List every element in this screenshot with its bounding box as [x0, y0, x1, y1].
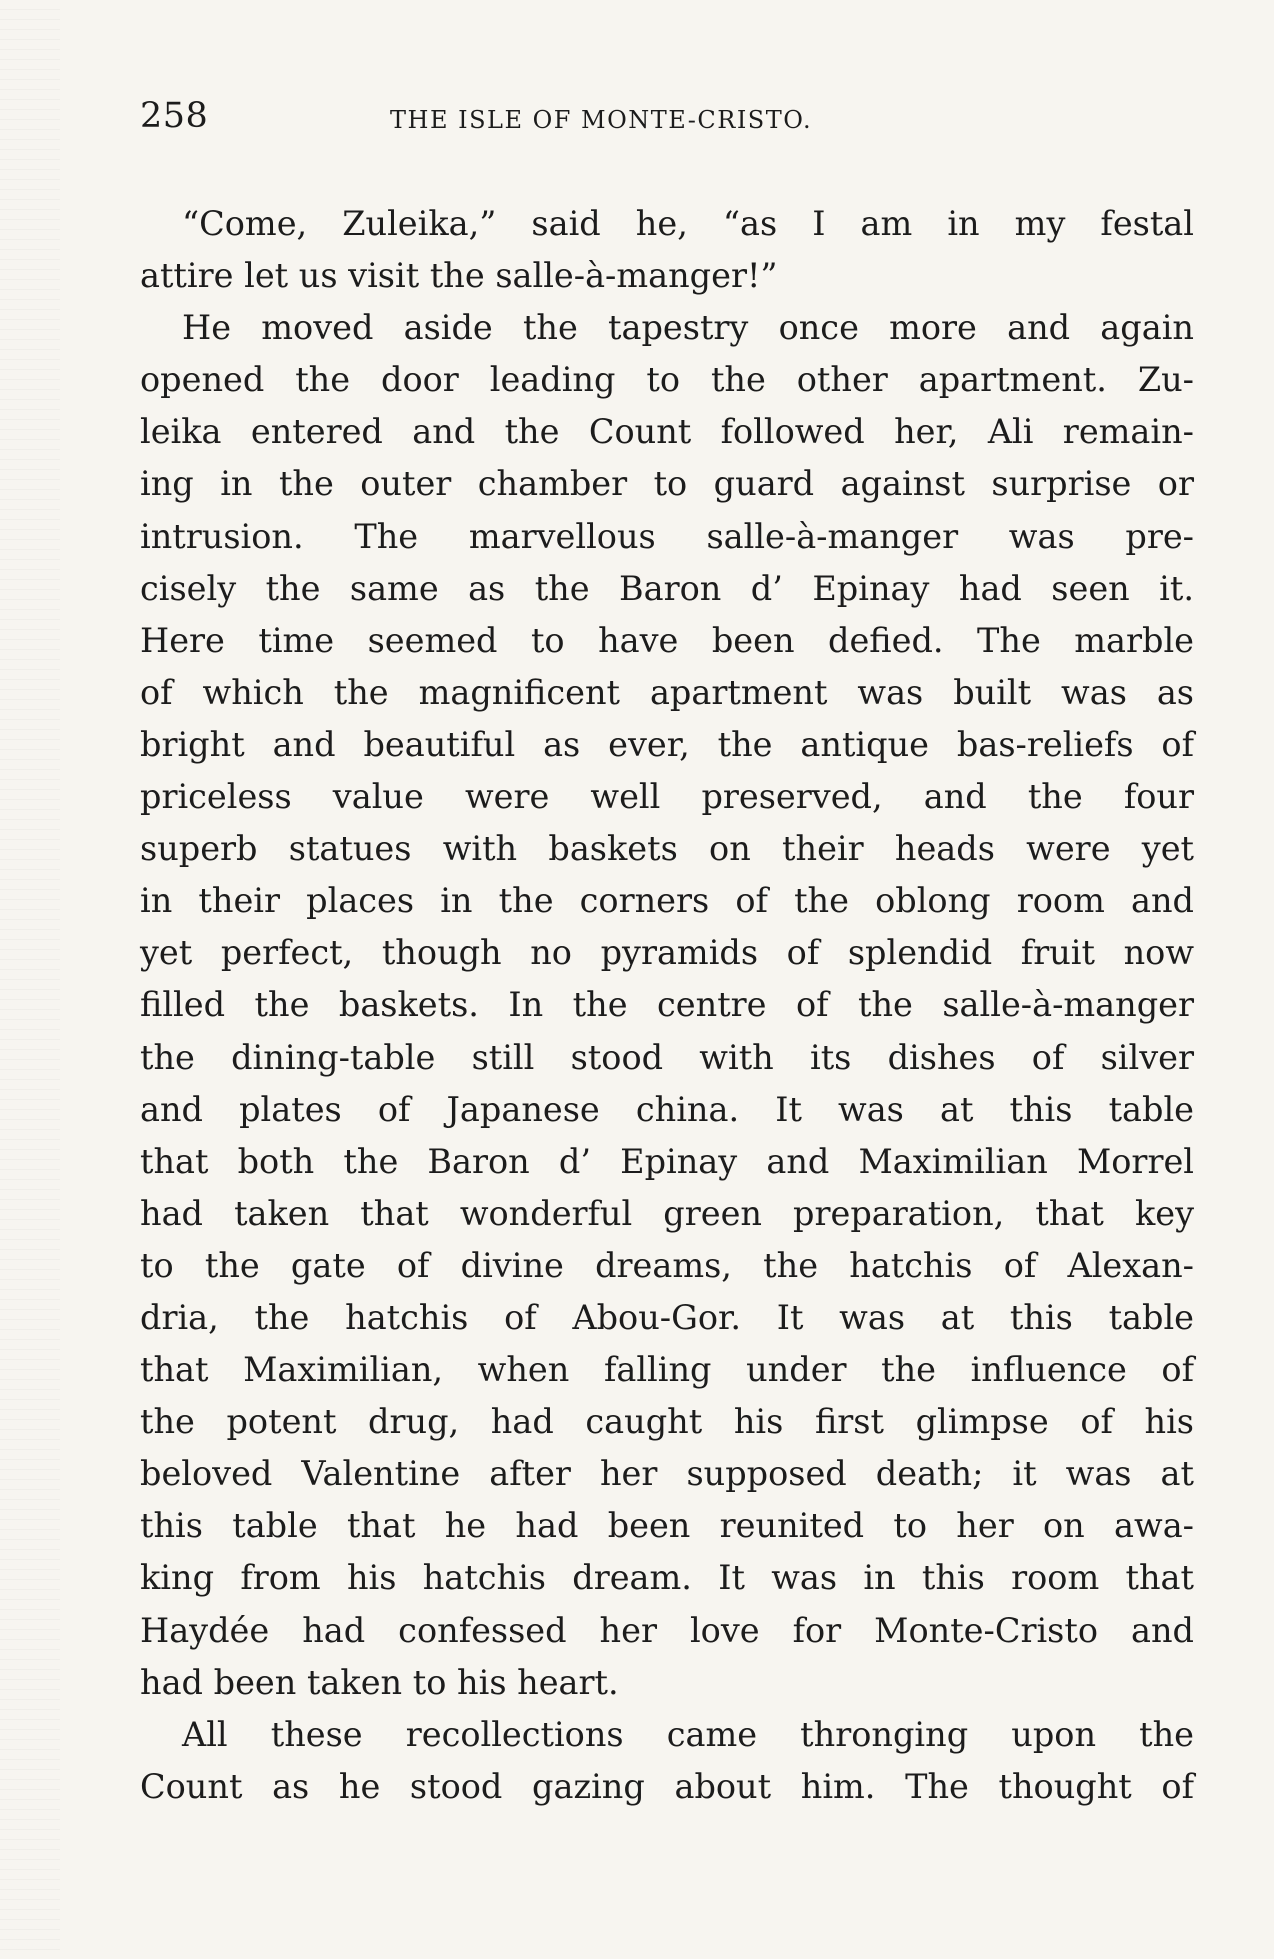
text-line: and plates of Japanese china. It was at this table [140, 1089, 1194, 1129]
text-line: Count as he stood gazing about him. The thought of [140, 1766, 1194, 1806]
text-line: superb statues with baskets on their heads were yet [140, 829, 1194, 869]
text-line: leika entered and the Count followed her, Ali remain- [140, 412, 1194, 452]
text-line: had taken that wonderful green preparation, that key [140, 1193, 1194, 1233]
text-line: He moved aside the tapestry once more and again [182, 308, 1194, 348]
body-text [140, 198, 1194, 1813]
page-margin-texture [0, 0, 60, 1959]
text-line: had been taken to his heart. [140, 1662, 619, 1702]
text-line: this table that he had been reunited to her on awa- [140, 1506, 1194, 1546]
text-line: attire let us visit the salle-à-manger!” [140, 256, 778, 296]
text-line: yet perfect, though no pyramids of splendid fruit now [140, 933, 1194, 973]
page-header [140, 96, 1204, 156]
text-line: ing in the outer chamber to guard against surprise or [140, 464, 1194, 504]
text-line: of which the magnificent apartment was built was as [140, 672, 1194, 712]
text-line: cisely the same as the Baron d’ Epinay had seen it. [140, 568, 1194, 608]
text-line: king from his hatchis dream. It was in this room that [140, 1558, 1194, 1598]
text-line: bright and beautiful as ever, the antique bas-reliefs of [140, 724, 1194, 764]
page-number: 258 [140, 96, 209, 136]
text-line: opened the door leading to the other apartment. Zu- [140, 360, 1194, 400]
text-line: filled the baskets. In the centre of the salle-à-manger [140, 985, 1194, 1025]
text-line: “Come, Zuleika,” said he, “as I am in my festal [182, 204, 1194, 243]
text-line: dria, the hatchis of Abou-Gor. It was at this table [140, 1297, 1194, 1337]
text-line: that Maximilian, when falling under the influence of [140, 1350, 1194, 1390]
running-title: THE ISLE OF MONTE-CRISTO. [390, 106, 813, 134]
text-line: intrusion. The marvellous salle-à-manger was pre- [140, 516, 1194, 556]
text-line: Haydée had confessed her love for Monte-Cristo and [140, 1610, 1194, 1650]
text-line: priceless value were well preserved, and the four [140, 777, 1194, 817]
text-line: to the gate of divine dreams, the hatchis of Alexan- [140, 1245, 1194, 1285]
text-line: that both the Baron d’ Epinay and Maximilian Morrel [140, 1141, 1194, 1181]
text-line: the potent drug, had caught his first glimpse of his [140, 1402, 1194, 1442]
text-line: the dining-table still stood with its dishes of silver [140, 1037, 1194, 1077]
text-line: in their places in the corners of the oblong room and [140, 881, 1194, 921]
text-line: Here time seemed to have been defied. The marble [140, 620, 1194, 660]
text-line: beloved Valentine after her supposed death; it was at [140, 1454, 1194, 1494]
text-line: All these recollections came thronging upon the [182, 1714, 1194, 1754]
